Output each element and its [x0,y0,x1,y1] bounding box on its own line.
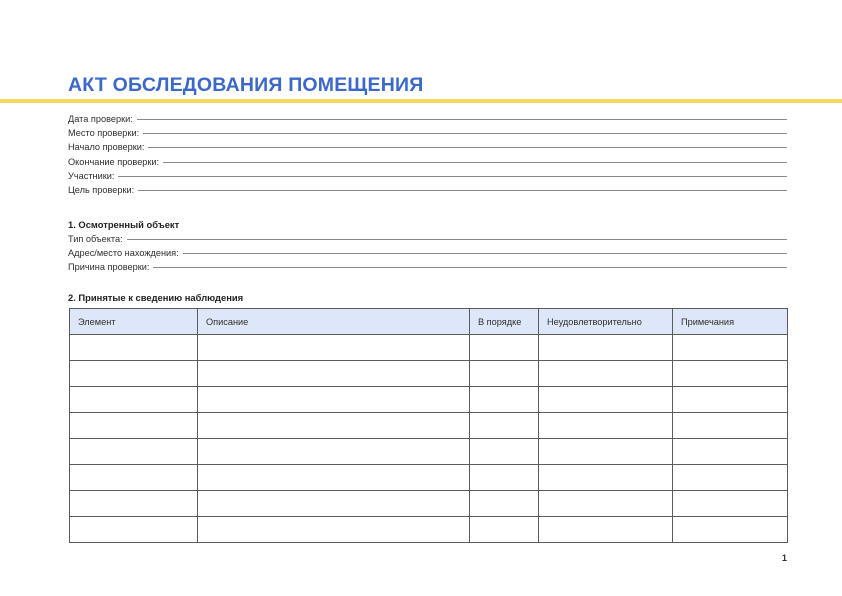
form-field-row[interactable] [68,114,787,128]
cell-ok[interactable] [470,335,539,361]
field-write-line[interactable] [183,252,787,254]
cell-description[interactable] [198,335,470,361]
field-label: Причина проверки: [68,262,150,273]
field-label: Участники: [68,170,115,181]
field-write-line[interactable] [143,132,787,134]
form-field-row[interactable] [68,262,787,276]
cell-element[interactable] [70,465,198,491]
cell-element[interactable] [70,439,198,465]
cell-element[interactable] [70,361,198,387]
field-label: Начало проверки: [68,142,145,153]
table-row[interactable] [70,465,788,491]
cell-description[interactable] [198,491,470,517]
title-divider-rule [0,99,842,103]
table-body [70,335,788,543]
form-field-row[interactable] [68,142,787,156]
form-field-row[interactable] [68,128,787,142]
field-label: Окончание проверки: [68,156,160,167]
cell-notes[interactable] [673,491,788,517]
cell-description[interactable] [198,413,470,439]
form-field-row[interactable] [68,185,787,199]
cell-unsatisfactory[interactable] [539,517,673,543]
page-number: 1 [781,553,787,563]
cell-unsatisfactory[interactable] [539,413,673,439]
field-write-line[interactable] [163,161,787,163]
field-label: Дата проверки: [68,114,133,124]
field-label: Адрес/место нахождения: [68,248,179,259]
table-row[interactable] [70,361,788,387]
cell-description[interactable] [198,387,470,413]
cell-description[interactable] [198,465,470,491]
table-row[interactable] [70,517,788,543]
column-header-description: Описание [198,309,470,335]
cell-element[interactable] [70,413,198,439]
field-label: Тип объекта: [68,234,123,244]
table-row[interactable] [70,439,788,465]
cell-element[interactable] [70,335,198,361]
field-label: Цель проверки: [68,184,135,195]
section-heading-1: 1. Осмотренный объект [68,219,180,230]
cell-ok[interactable] [470,413,539,439]
field-write-line[interactable] [153,266,787,268]
cell-notes[interactable] [673,387,788,413]
table-row[interactable] [70,387,788,413]
field-write-line[interactable] [138,189,787,191]
cell-unsatisfactory[interactable] [539,387,673,413]
form-field-row[interactable] [68,157,787,171]
cell-description[interactable] [198,517,470,543]
field-label: Место проверки: [68,128,140,139]
cell-notes[interactable] [673,517,788,543]
cell-ok[interactable] [470,361,539,387]
cell-unsatisfactory[interactable] [539,465,673,491]
section-heading-2: 2. Принятые к сведению наблюдения [68,292,244,303]
column-header-notes: Примечания [673,309,788,335]
cell-notes[interactable] [673,335,788,361]
cell-ok[interactable] [470,439,539,465]
cell-unsatisfactory[interactable] [539,439,673,465]
column-header-unsatisfactory: Неудовлетворительно [539,309,673,335]
header-fields-block [68,114,787,199]
cell-notes[interactable] [673,413,788,439]
cell-element[interactable] [70,387,198,413]
table-row[interactable] [70,491,788,517]
cell-element[interactable] [70,491,198,517]
form-field-row[interactable] [68,171,787,185]
cell-notes[interactable] [673,439,788,465]
cell-description[interactable] [198,361,470,387]
cell-element[interactable] [70,517,198,543]
table-row[interactable] [70,413,788,439]
cell-notes[interactable] [673,361,788,387]
field-write-line[interactable] [148,146,787,148]
section-one-fields-block [68,234,787,277]
field-write-line[interactable] [118,175,787,177]
table-header-row [70,309,788,335]
cell-ok[interactable] [470,517,539,543]
form-field-row[interactable] [68,248,787,262]
cell-unsatisfactory[interactable] [539,335,673,361]
column-header-element: Элемент [70,309,198,335]
cell-ok[interactable] [470,387,539,413]
cell-ok[interactable] [470,491,539,517]
field-write-line[interactable] [127,238,787,240]
cell-notes[interactable] [673,465,788,491]
cell-ok[interactable] [470,465,539,491]
table-row[interactable] [70,335,788,361]
form-field-row[interactable] [68,234,787,248]
cell-unsatisfactory[interactable] [539,491,673,517]
observations-table [69,308,788,543]
field-write-line[interactable] [137,118,787,120]
cell-description[interactable] [198,439,470,465]
page-title: АКТ ОБСЛЕДОВАНИЯ ПОМЕЩЕНИЯ [68,74,424,96]
cell-unsatisfactory[interactable] [539,361,673,387]
column-header-ok: В порядке [470,309,539,335]
